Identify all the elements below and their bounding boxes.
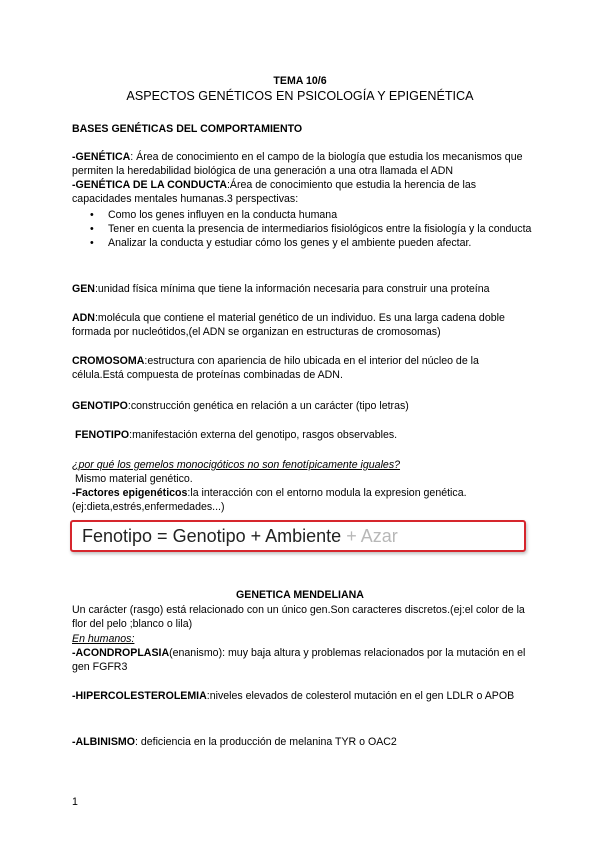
gemelos-answer: Mismo material genético.: [75, 473, 193, 485]
fenotipo-definition: [75, 428, 535, 442]
section-heading-mendeliana: GENETICA MENDELIANA: [236, 589, 364, 601]
formula-main: Fenotipo = Genotipo + Ambiente: [82, 526, 342, 546]
albinismo-term: -ALBINISMO: [72, 736, 135, 748]
acondroplasia-definition: [72, 646, 532, 674]
mendeliana-intro: Un carácter (rasgo) está relacionado con un único gen.Son caracteres discretos.(ej:el color de la flor del pelo ;blanco o lila): [72, 604, 525, 630]
acondroplasia-text: (enanismo): muy baja altura y problemas relacionados por la mutación en el gen FGFR3: [72, 647, 526, 673]
conducta-term: -GENÉTICA DE LA CONDUCTA: [72, 179, 227, 191]
cromosoma-definition: [72, 354, 532, 382]
genetica-term: -GENÉTICA: [72, 151, 131, 163]
hipercolesterolemia-definition: [72, 689, 532, 703]
formula-box: [70, 520, 526, 552]
fenotipo-text: :manifestación externa del genotipo, rasgos observables.: [129, 429, 398, 441]
adn-text: :molécula que contiene el material genético de un individuo. Es una larga cadena doble formada por nucleótidos,(el ADN se organizan en estructuras de cromosomas): [72, 312, 505, 338]
page-number: 1: [72, 796, 78, 808]
formula-azar: + Azar: [341, 526, 398, 546]
doc-title: TEMA 10/6: [273, 75, 327, 87]
hipercolesterolemia-term: -HIPERCOLESTEROLEMIA: [72, 690, 207, 702]
hipercolesterolemia-text: :niveles elevados de colesterol mutación en el gen LDLR o APOB: [206, 690, 515, 702]
doc-subtitle: ASPECTOS GENÉTICOS EN PSICOLOGÍA Y EPIGENÉTICA: [126, 89, 474, 103]
genotipo-definition: [72, 399, 532, 413]
conducta-definition: [72, 178, 532, 206]
factores-epigeneticos: [72, 486, 532, 514]
gen-term: GEN: [72, 283, 95, 295]
list-item: • Analizar la conducta y estudiar cómo los genes y el ambiente pueden afectar.: [72, 236, 532, 250]
gen-text: :unidad física mínima que tiene la información necesaria para construir una proteína: [94, 283, 490, 295]
formula-text: [82, 525, 398, 547]
genetica-definition: [72, 150, 532, 178]
cromosoma-text: :estructura con apariencia de hilo ubicada en el interior del núcleo de la célula.Está compuesta de proteínas combinadas de ADN.: [72, 355, 479, 381]
conducta-text: :Área de conocimiento que estudia la herencia de las capacidades mentales humanas.3 perspectivas:: [72, 179, 477, 205]
gemelos-question: ¿por qué los gemelos monocigóticos no son fenotípicamente iguales?: [72, 459, 401, 471]
en-humanos-label: En humanos:: [72, 633, 135, 645]
albinismo-definition: [72, 735, 532, 749]
albinismo-text: : deficiencia en la producción de melanina TYR o OAC2: [134, 736, 397, 748]
factores-term: -Factores epigenéticos: [72, 487, 188, 499]
list-item: • Como los genes influyen en la conducta humana: [72, 208, 532, 222]
genotipo-term: GENOTIPO: [72, 400, 128, 412]
factores-text: :la interacción con el entorno modula la expresion genética.(ej:dieta,estrés,enfermedades...): [72, 487, 467, 513]
genotipo-text: :construcción genética en relación a un carácter (tipo letras): [127, 400, 409, 412]
genetica-text: : Área de conocimiento en el campo de la biología que estudia los mecanismos que permiten la heredabilidad biológica de una generación a una otra llamada el ADN: [72, 151, 523, 177]
perspectives-list: [72, 208, 532, 250]
adn-definition: [72, 311, 532, 339]
acondroplasia-term: -ACONDROPLASIA: [72, 647, 170, 659]
list-item: • Tener en cuenta la presencia de intermediarios fisiológicos entre la fisiología y la conducta: [72, 222, 532, 236]
fenotipo-term: FENOTIPO: [75, 429, 130, 441]
section-heading-bases: BASES GENÉTICAS DEL COMPORTAMIENTO: [72, 123, 303, 135]
gen-definition: [72, 282, 532, 296]
cromosoma-term: CROMOSOMA: [72, 355, 145, 367]
adn-term: ADN: [72, 312, 95, 324]
